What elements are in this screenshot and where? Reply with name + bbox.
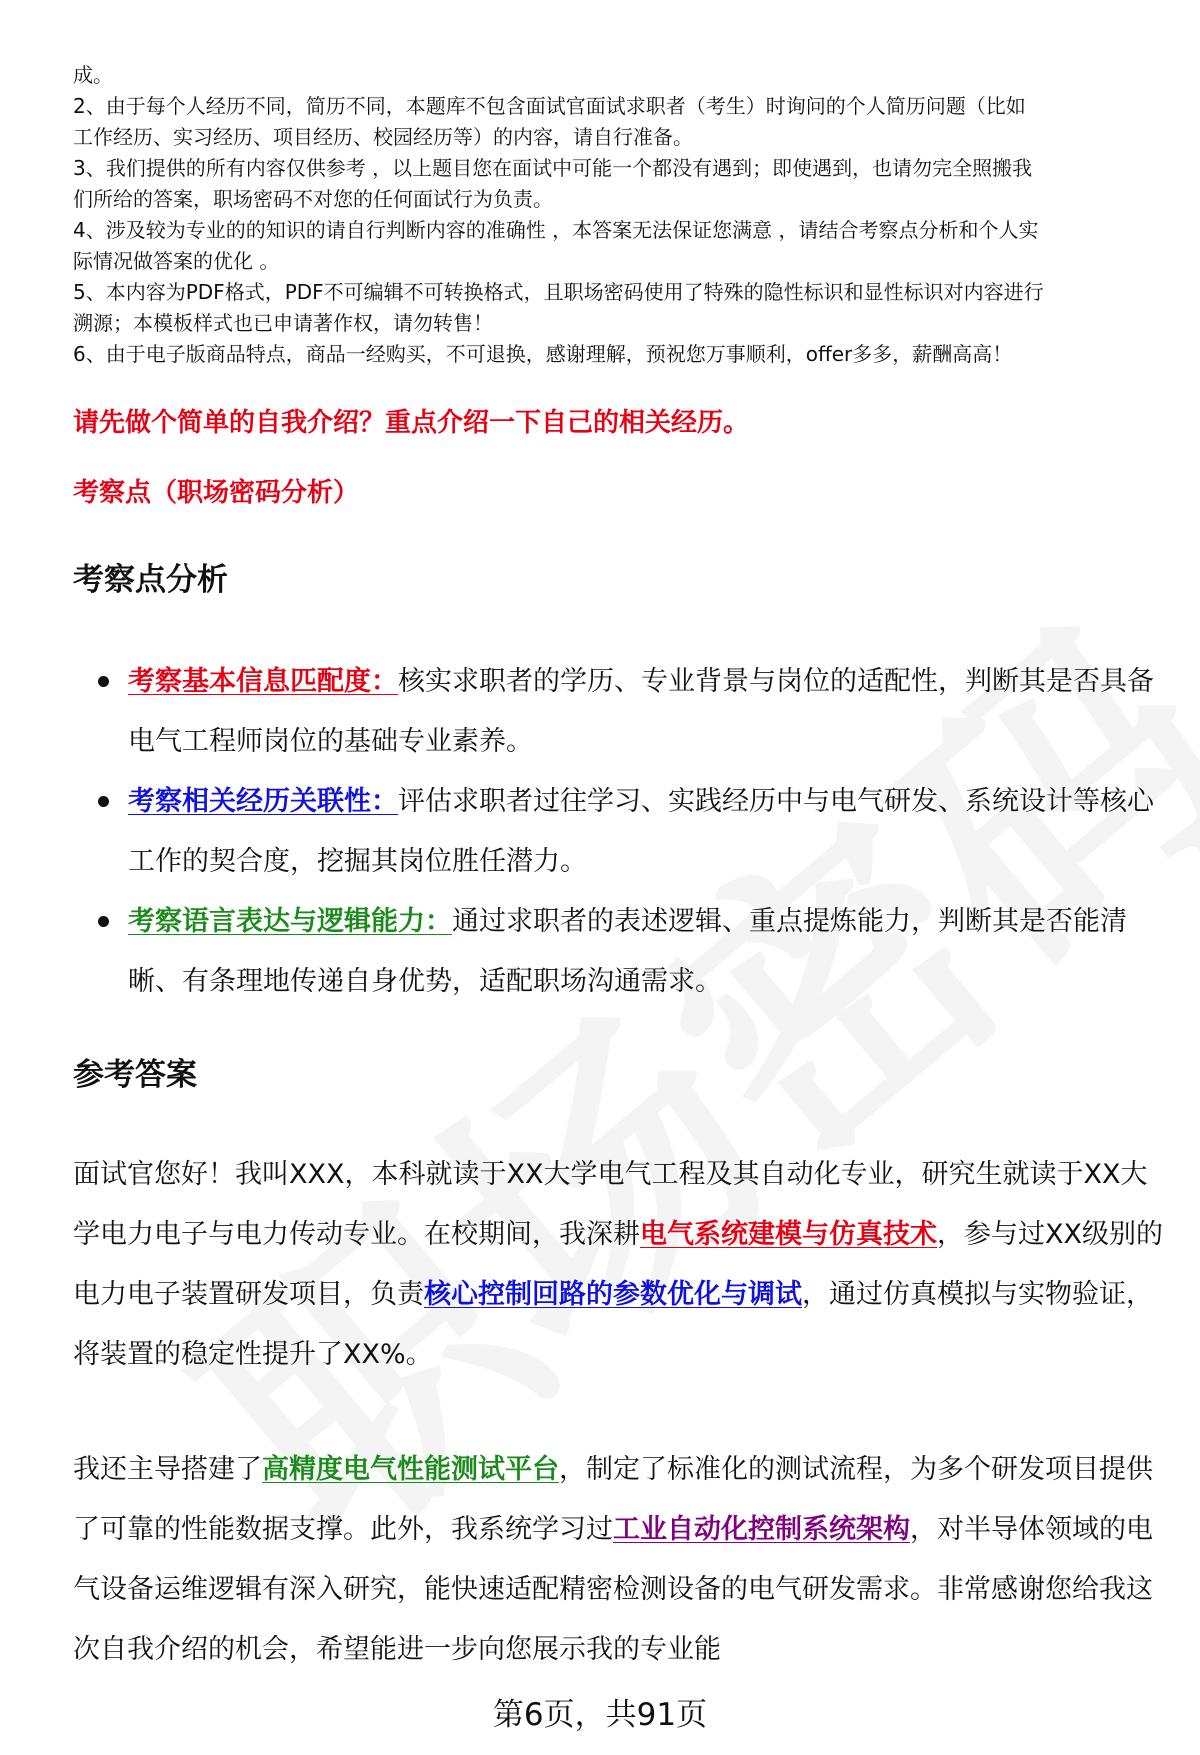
note-line: 4、涉及较为专业的的知识的请自行判断内容的准确性 ，本答案无法保证您满意 ，请结合考察点分析和个人实 — [73, 218, 1039, 242]
note-line: 6、由于电子版商品特点，商品一经购买，不可退换，感谢理解，预祝您万事顺利，offer多多，薪酬高高！ — [73, 342, 1013, 366]
list-item — [73, 772, 1163, 892]
highlight-keyword: 工业自动化控制系统架构 — [613, 1514, 910, 1545]
item-text: 评估求职者过往学习、实践经历中与电气研发、系统设计等核心工作的契合度，挖掘其岗位胜任潜力。 — [128, 786, 1154, 877]
analysis-list — [73, 652, 1163, 1012]
question-subtitle: 考察点（职场密码分析） — [73, 478, 360, 508]
answer-paragraph-1 — [73, 1145, 1163, 1385]
note-line: 2、由于每个人经历不同，简历不同，本题库不包含面试官面试求职者（考生）时询问的个人简历问题（比如 — [73, 94, 1026, 118]
text: ，对半导体领域的电气设备运维逻辑有深入研究，能快速适配精密检测设备的电气研发需求。非常感谢您给我这次自我介绍的机会，希望能进一步向您展示我的专业能 — [73, 1514, 1153, 1665]
note-line: 成。 — [73, 63, 113, 87]
text: ，通过仿真模拟与实物验证，将装置的稳定性提升了XX%。 — [73, 1279, 1153, 1370]
note-line: 工作经历、实习经历、项目经历、校园经历等）的内容，请自行准备。 — [73, 125, 693, 149]
page-number: 第6页，共91页 — [492, 1697, 708, 1733]
keyword: 考察相关经历关联性： — [128, 786, 398, 817]
text: 面试官您好！我叫XXX，本科就读于XX大学电气工程及其自动化专业，研究生就读于XX大学电力电子与电力传动专业。在校期间，我深耕 — [73, 1159, 1148, 1250]
bullet-icon — [98, 796, 109, 807]
answer-heading: 参考答案 — [73, 1057, 197, 1093]
item-text: 核实求职者的学历、专业背景与岗位的适配性，判断其是否具备电气工程师岗位的基础专业素养。 — [128, 666, 1154, 757]
text: ，制定了标准化的测试流程，为多个研发项目提供了可靠的性能数据支撑。此外，我系统学习过 — [73, 1454, 1153, 1545]
bullet-icon — [98, 676, 109, 687]
bullet-icon — [98, 916, 109, 927]
keyword: 考察语言表达与逻辑能力： — [128, 906, 452, 937]
analysis-heading: 考察点分析 — [73, 562, 228, 598]
note-line: 际情况做答案的优化 。 — [73, 249, 280, 273]
note-line: 溯源；本模板样式也已申请著作权，请勿转售！ — [73, 311, 493, 335]
keyword: 考察基本信息匹配度： — [128, 666, 398, 697]
text: ，参与过XX级别的电力电子装置研发项目，负责 — [73, 1219, 1163, 1310]
text: 我还主导搭建了 — [73, 1454, 262, 1485]
list-item — [73, 652, 1163, 772]
note-line: 3、我们提供的所有内容仅供参考 ，以上题目您在面试中可能一个都没有遇到；即使遇到，也请勿完全照搬我 — [73, 156, 1033, 180]
highlight-keyword: 核心控制回路的参数优化与调试 — [424, 1279, 802, 1310]
highlight-keyword: 高精度电气性能测试平台 — [262, 1454, 559, 1485]
list-item — [73, 892, 1163, 1012]
item-text: 通过求职者的表述逻辑、重点提炼能力，判断其是否能清晰、有条理地传递自身优势，适配职场沟通需求。 — [128, 906, 1127, 997]
highlight-keyword: 电气系统建模与仿真技术 — [640, 1219, 937, 1250]
answer-paragraph-2 — [73, 1440, 1163, 1680]
note-line: 们所给的答案，职场密码不对您的任何面试行为负责。 — [73, 187, 553, 211]
question-title: 请先做个简单的自我介绍？重点介绍一下自己的相关经历。 — [73, 408, 750, 438]
disclaimer-notes — [73, 60, 1163, 370]
note-line: 5、本内容为PDF格式，PDF不可编辑不可转换格式，且职场密码使用了特殊的隐性标识和显性标识对内容进行 — [73, 280, 1044, 304]
